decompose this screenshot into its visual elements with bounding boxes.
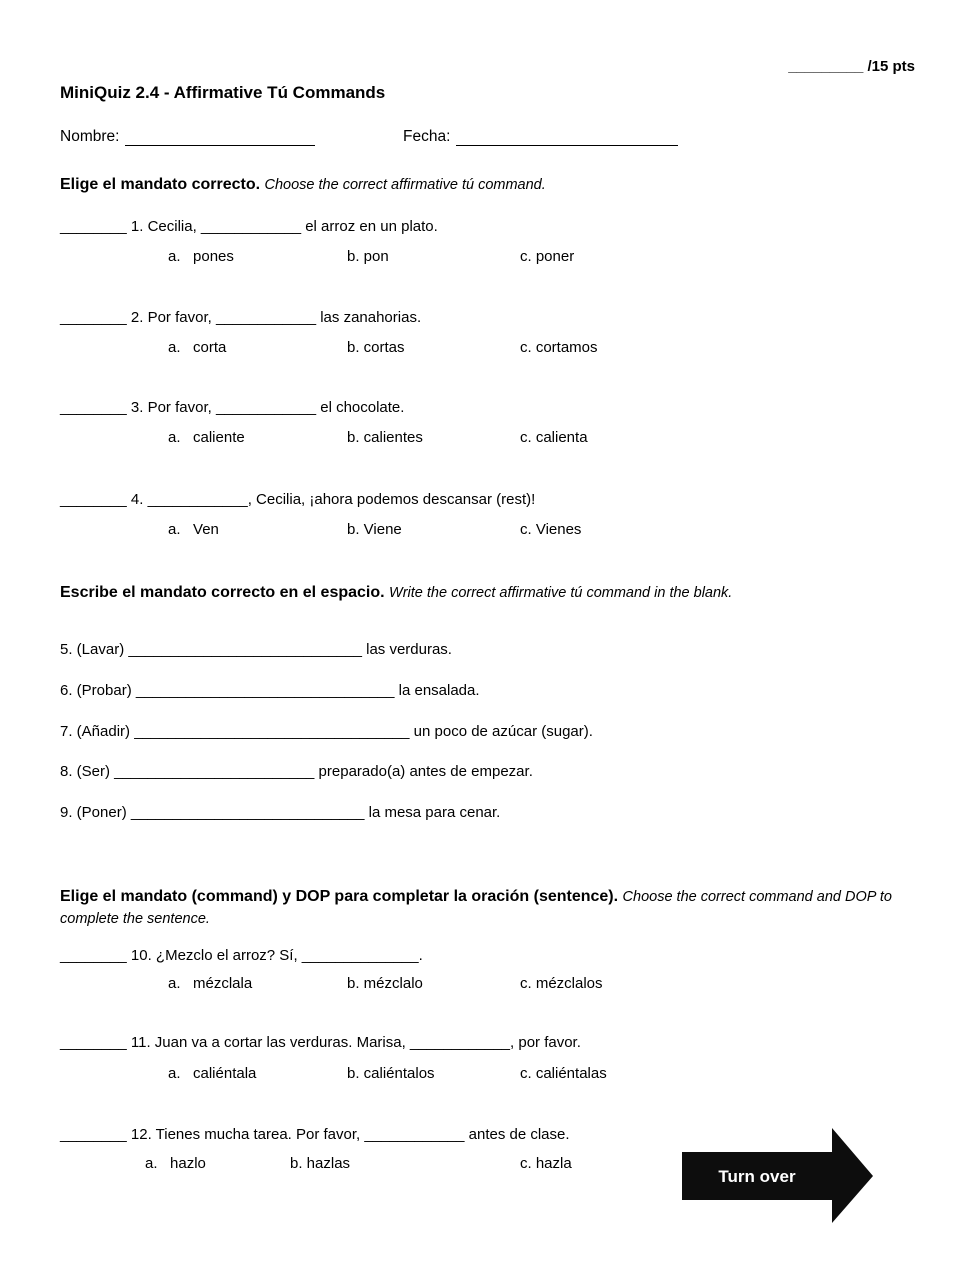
- section2-heading-english: Write the correct affirmative tú command in the blank.: [389, 585, 733, 601]
- question-12-text: ________ 12. Tienes mucha tarea. Por favor, ____________ antes de clase.: [60, 1126, 570, 1143]
- question-12-option-c: c. hazla: [520, 1155, 572, 1172]
- question-2-option-b: b. cortas: [347, 339, 405, 356]
- name-label: Nombre:: [60, 128, 120, 145]
- section2-heading-spanish: Escribe el mandato correcto en el espacio.: [60, 584, 385, 601]
- question-3-options: [0, 429, 979, 449]
- question-4-options: [0, 521, 979, 541]
- question-3-option-a: a. caliente: [168, 429, 245, 446]
- question-10-option-b: b. mézclalo: [347, 975, 423, 992]
- question-10-option-a: a. mézclala: [168, 975, 253, 992]
- question-2-option-c: c. cortamos: [520, 339, 598, 356]
- question-9-text: 9. (Poner) ____________________________ la mesa para cenar.: [60, 804, 501, 821]
- date-blank-line: [456, 130, 678, 146]
- question-2-options: [0, 339, 979, 359]
- question-3-text: ________ 3. Por favor, ____________ el chocolate.: [60, 399, 405, 416]
- question-3-option-b: b. calientes: [347, 429, 423, 446]
- question-11-option-b: b. caliéntalos: [347, 1065, 435, 1082]
- question-1-option-b: b. pon: [347, 248, 389, 265]
- section3-heading-spanish: Elige el mandato (command) y DOP para completar la oración (sentence).: [60, 888, 619, 905]
- question-11-option-a: a. caliéntala: [168, 1065, 257, 1082]
- section1-heading-spanish: Elige el mandato correcto.: [60, 176, 261, 193]
- score-line: [788, 58, 915, 75]
- question-10-option-c: c. mézclalos: [520, 975, 603, 992]
- page-title: MiniQuiz 2.4 - Affirmative Tú Commands: [60, 83, 386, 102]
- question-11-options: [0, 1065, 979, 1085]
- question-12-option-b: b. hazlas: [290, 1155, 351, 1172]
- question-4-option-c: c. Vienes: [520, 521, 582, 538]
- question-1-text: ________ 1. Cecilia, ____________ el arroz en un plato.: [60, 218, 438, 235]
- date-field-row: [403, 128, 678, 146]
- name-field-row: [60, 128, 315, 146]
- question-10-options: [0, 975, 979, 995]
- question-11-option-c: c. caliéntalas: [520, 1065, 607, 1082]
- section1-heading-english: Choose the correct affirmative tú command.: [264, 177, 546, 193]
- question-6-text: 6. (Probar) _______________________________ la ensalada.: [60, 682, 480, 699]
- score-points-label: /15 pts: [867, 58, 915, 75]
- question-4-option-b: b. Viene: [347, 521, 402, 538]
- turn-over-arrow-icon: [682, 1128, 873, 1223]
- question-8-text: 8. (Ser) ________________________ preparado(a) antes de empezar.: [60, 763, 533, 780]
- question-4-text: ________ 4. ____________, Cecilia, ¡ahora podemos descansar (rest)!: [60, 491, 536, 508]
- turn-over-label: Turn over: [718, 1167, 796, 1186]
- score-blank: _________: [788, 58, 864, 75]
- section1-heading: [60, 174, 546, 196]
- question-3-option-c: c. calienta: [520, 429, 588, 446]
- section3-heading-english: Choose the correct command and DOP to complete the sentence.: [60, 889, 892, 927]
- question-11-text: ________ 11. Juan va a cortar las verduras. Marisa, ____________, por favor.: [60, 1034, 581, 1051]
- question-5-text: 5. (Lavar) ____________________________ las verduras.: [60, 641, 452, 658]
- section2-heading: [60, 582, 732, 604]
- question-1-option-a: a. pones: [168, 248, 234, 265]
- date-label: Fecha:: [403, 128, 451, 145]
- question-1-option-c: c. poner: [520, 248, 575, 265]
- question-4-option-a: a. Ven: [168, 521, 219, 538]
- question-10-text: ________ 10. ¿Mezclo el arroz? Sí, ______________.: [60, 947, 423, 964]
- question-7-text: 7. (Añadir) _________________________________ un poco de azúcar (sugar).: [60, 723, 593, 740]
- question-12-option-a: a. hazlo: [145, 1155, 206, 1172]
- question-1-options: [0, 248, 979, 268]
- question-2-text: ________ 2. Por favor, ____________ las zanahorias.: [60, 309, 422, 326]
- name-blank-line: [125, 130, 315, 146]
- question-2-option-a: a. corta: [168, 339, 227, 356]
- section3-heading: [60, 886, 922, 930]
